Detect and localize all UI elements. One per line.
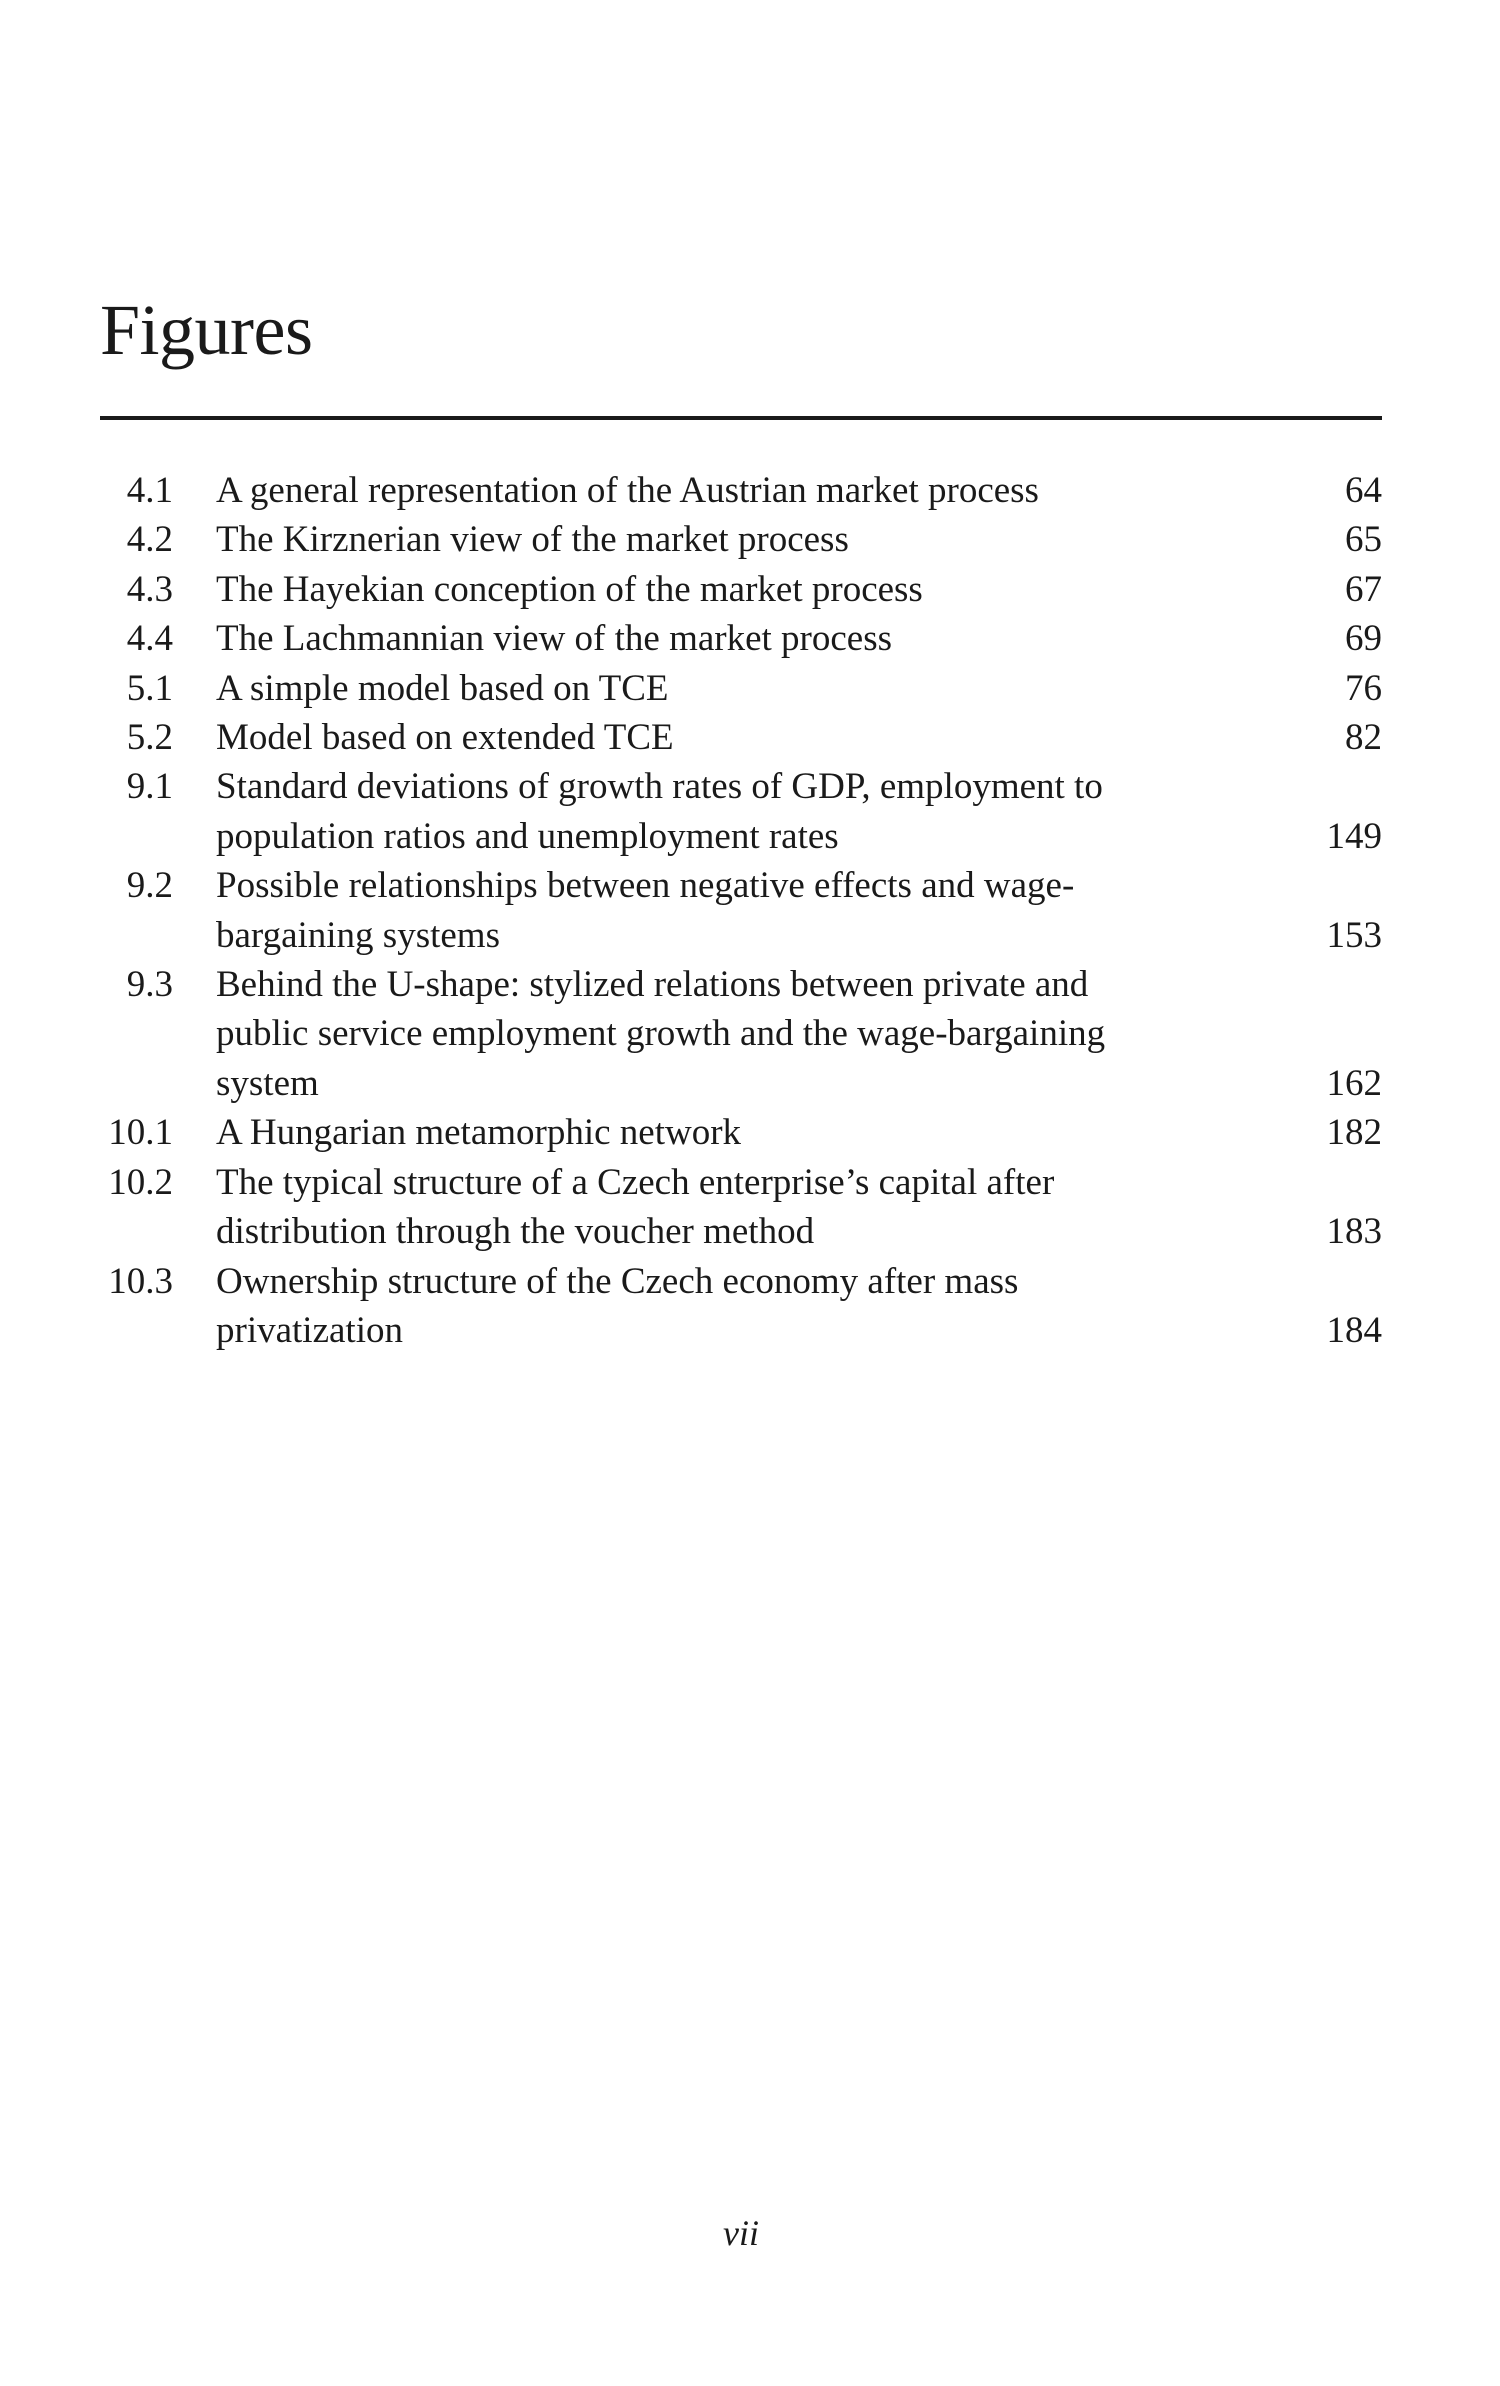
figure-title-line: system [216, 1062, 319, 1104]
figure-title [173, 960, 1262, 1108]
figure-title-line: population ratios and unemployment rates [216, 815, 839, 857]
figure-title-line: Standard deviations of growth rates of GDP, employment to [216, 766, 1103, 808]
figure-number: 4.1 [126, 470, 173, 511]
figure-title [173, 614, 1262, 663]
figure-title [173, 1257, 1262, 1356]
page-number: vii [723, 2213, 759, 2253]
figure-title [173, 861, 1262, 960]
figure-page-number: 182 [1326, 1112, 1382, 1154]
figure-title-line: distribution through the voucher method [216, 1211, 815, 1253]
figure-title [173, 565, 1262, 614]
figure-title-line: Possible relationships between negative effects and wage- [216, 865, 1075, 907]
figure-title [173, 466, 1262, 515]
figure-number: 4.4 [126, 618, 173, 660]
figure-number: 10.1 [108, 1112, 173, 1154]
figure-number: 10.3 [108, 1260, 173, 1302]
figure-page-number: 67 [1345, 568, 1382, 610]
figure-number: 4.2 [126, 519, 173, 561]
figure-page-number: 153 [1326, 914, 1382, 956]
figure-page-number: 184 [1326, 1309, 1382, 1351]
figure-title [173, 713, 1262, 762]
list-item [100, 664, 1382, 713]
figure-page-number: 162 [1326, 1062, 1382, 1104]
figure-title-line: Ownership structure of the Czech economy after mass [216, 1260, 1019, 1302]
figure-title-line: bargaining systems [216, 914, 500, 956]
figure-title-line: Model based on extended TCE [216, 717, 674, 759]
figure-number: 4.3 [126, 568, 173, 610]
figure-title [173, 1108, 1262, 1157]
page-title: Figures [100, 290, 313, 370]
figure-title [173, 1158, 1262, 1257]
list-item [100, 713, 1382, 762]
figure-title-line: public service employment growth and the wage-bargaining [216, 1013, 1106, 1055]
figure-page-number: 69 [1345, 618, 1382, 660]
list-item [100, 466, 1382, 515]
figure-number: 9.3 [126, 964, 173, 1006]
figure-page-number: 82 [1345, 717, 1382, 759]
list-item [100, 1108, 1382, 1157]
figure-title-line: The Hayekian conception of the market process [216, 568, 923, 610]
figure-number: 9.2 [126, 865, 173, 907]
figure-title-line: The Lachmannian view of the market process [216, 618, 893, 660]
figure-title [173, 515, 1262, 564]
figure-title-line: The Kirznerian view of the market process [216, 519, 849, 561]
figure-number: 5.2 [126, 717, 173, 759]
figure-title-line: The typical structure of a Czech enterprise’s capital after [216, 1161, 1055, 1203]
figure-page-number: 64 [1345, 470, 1382, 511]
list-item [100, 565, 1382, 614]
list-item [100, 960, 1382, 1108]
figure-title [173, 664, 1262, 713]
title-rule [100, 416, 1382, 420]
figure-number: 10.2 [108, 1161, 173, 1203]
figure-title-line: A general representation of the Austrian market process [216, 470, 1039, 511]
list-of-figures [100, 466, 1382, 1355]
list-item [100, 614, 1382, 663]
figure-title-line: Behind the U-shape: stylized relations between private and [216, 964, 1089, 1006]
figure-page-number: 183 [1326, 1211, 1382, 1253]
list-item [100, 762, 1382, 861]
list-item [100, 861, 1382, 960]
list-item [100, 1257, 1382, 1356]
list-item [100, 515, 1382, 564]
figure-page-number: 76 [1345, 667, 1382, 709]
figure-title-line: A simple model based on TCE [216, 667, 669, 709]
list-item [100, 1158, 1382, 1257]
figure-title-line: privatization [216, 1309, 403, 1351]
figure-page-number: 149 [1326, 815, 1382, 857]
figure-title-line: A Hungarian metamorphic network [216, 1112, 742, 1154]
figure-title [173, 762, 1262, 861]
figure-number: 9.1 [126, 766, 173, 808]
figure-number: 5.1 [126, 667, 173, 709]
figure-page-number: 65 [1345, 519, 1382, 561]
